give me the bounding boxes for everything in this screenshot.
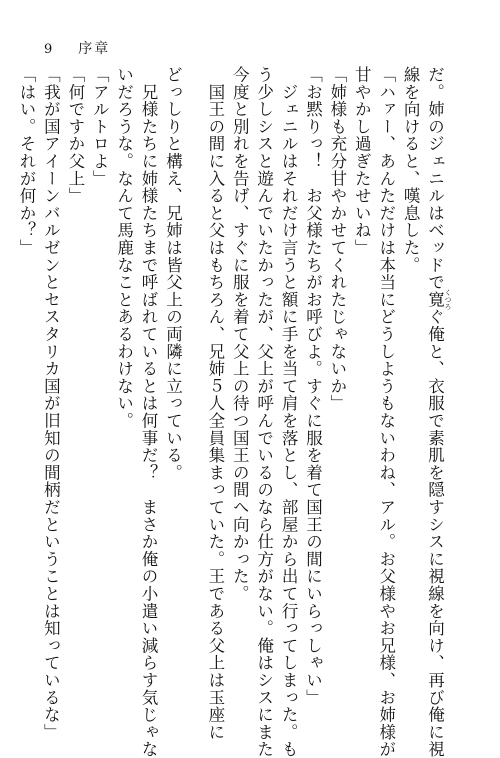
text-line: 「ハァー、あんただけは本当にどうしようもないわね、アル。お父様やお兄様、お姉様が [376, 66, 396, 758]
text-line: ジェニルはそれだけ言うと額に手を当て肩を落とし、部屋から出て行ってしまった。も [279, 66, 299, 758]
page-header [44, 38, 110, 58]
text-line: 甘やかし過ぎたせいね」 [352, 66, 372, 257]
novel-body-text [14, 66, 452, 758]
text-line-end: ぐ俺と、衣服で素肌を隠すシスに視線を向け、再び俺に視 [425, 308, 445, 758]
text-line: 兄様たちに姉様たちまで呼ばれているとは何事だ？ まさか俺の小遣い減らす気じゃな [139, 66, 159, 758]
text-line: 線を向けると、嘆息した。 [401, 66, 421, 274]
ruby-reading: くつろ [444, 289, 452, 311]
text-line: 国王の間に入ると父はもちろん、兄姉５人全員集まっていた。王である父上は玉座に [205, 66, 225, 741]
text-line: どっしりと構え、兄姉は皆父上の両隣に立っている。 [163, 66, 183, 482]
text-line: 「はい。それが何か？」 [17, 66, 36, 257]
text-line [422, 66, 452, 758]
text-line: 「我が国アイーンバルゼンとセスタリカ国が旧知の間柄だということは知っているな」 [41, 66, 61, 741]
text-line: 今度と別れを告げ、すぐに服を着て父上の待つ国王の間へ向かった。 [230, 66, 250, 603]
furigana-ruby [425, 289, 452, 311]
text-line: 「姉様も充分甘やかせてくれたじゃないか」 [327, 66, 347, 412]
chapter-title: 序章 [78, 41, 111, 57]
ruby-base: 寛 [425, 289, 445, 311]
text-line: う少しシスと遊んでいたかったが、父上が呼んでいるのなら仕方がない。俺はシスにまた [254, 66, 274, 758]
text-line: いだろうな。なんて馬鹿なことあるわけない。 [114, 66, 134, 430]
page-number: 9 [44, 42, 53, 57]
text-line-start: だ。姉のジェニルはベッドで [425, 66, 445, 291]
text-line: 「お黙りっ！ お父様たちがお呼びよ。すぐに服を着て国王の間にいらっしゃい」 [303, 66, 323, 707]
text-line: 「何ですか父上」 [65, 66, 85, 205]
text-line: 「アルトロよ」 [90, 66, 110, 188]
